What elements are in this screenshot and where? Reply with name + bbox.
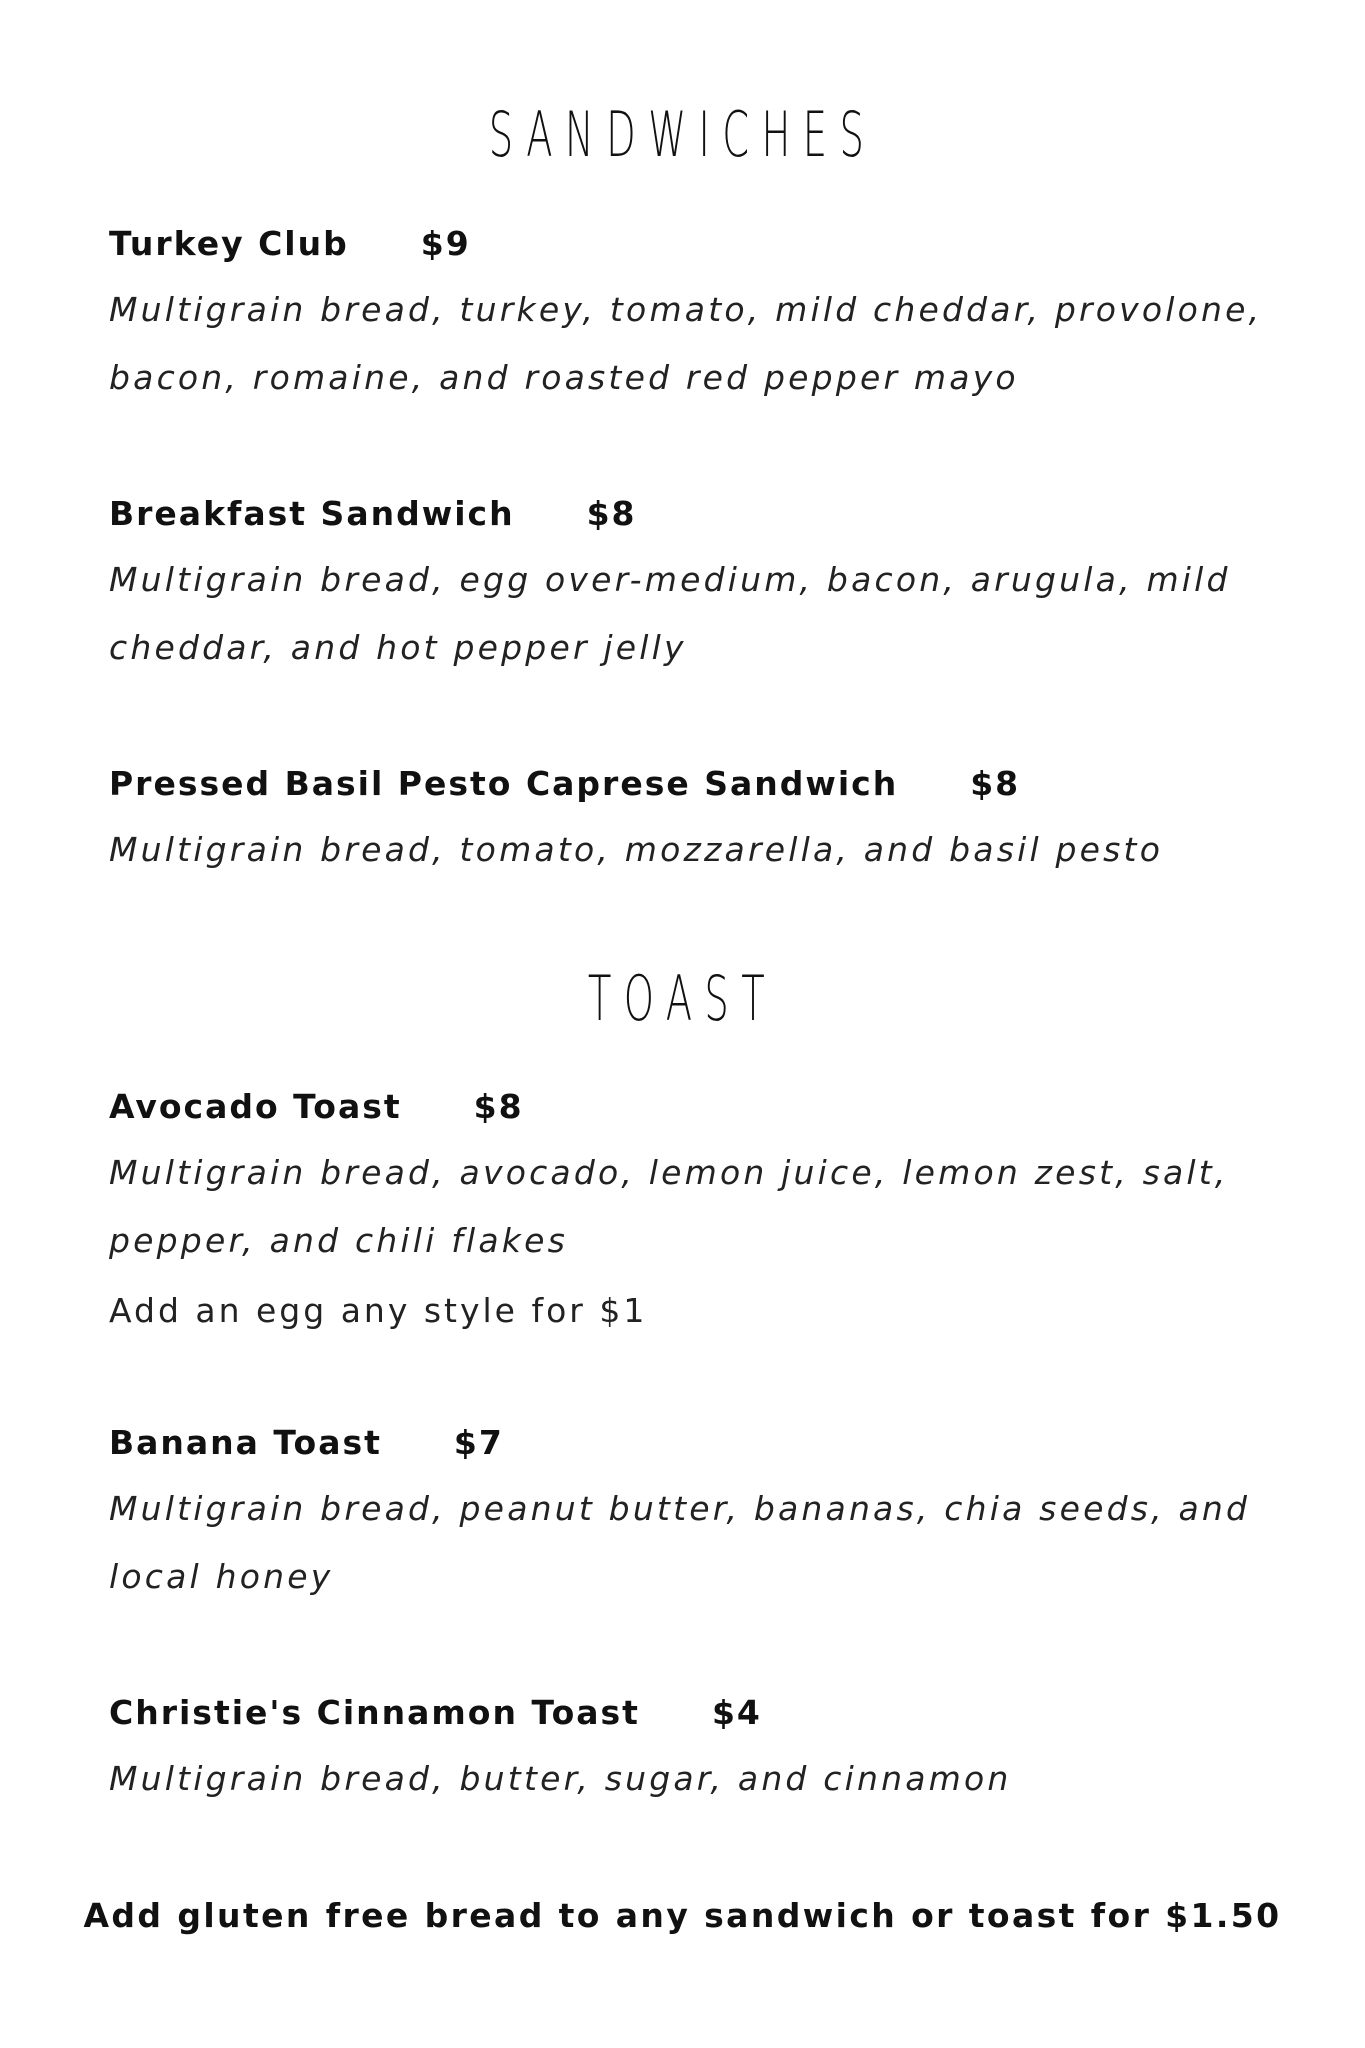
item-description: Multigrain bread, butter, sugar, and cinnamon xyxy=(109,1759,1012,1798)
menu-item-header xyxy=(109,1693,762,1732)
item-description: Multigrain bread, egg over-medium, bacon, arugula, mild cheddar, and hot pepper jelly xyxy=(109,560,1231,667)
item-name: Avocado Toast xyxy=(109,1087,402,1126)
menu-item-header xyxy=(109,1087,524,1126)
item-price: $4 xyxy=(711,1693,762,1732)
item-addon: Add an egg any style for $1 xyxy=(109,1291,648,1330)
item-description: Multigrain bread, tomato, mozzarella, and basil pesto xyxy=(109,830,1164,869)
menu-item-header xyxy=(109,494,637,533)
item-description: Multigrain bread, peanut butter, bananas, chia seeds, and local honey xyxy=(109,1489,1251,1596)
item-name: Turkey Club xyxy=(109,224,349,263)
item-name: Breakfast Sandwich xyxy=(109,494,515,533)
section-title-toast: TOAST xyxy=(587,962,778,1035)
item-price: $8 xyxy=(473,1087,524,1126)
item-description: Multigrain bread, turkey, tomato, mild cheddar, provolone, bacon, romaine, and roasted red pepper mayo xyxy=(109,290,1263,397)
item-name: Pressed Basil Pesto Caprese Sandwich xyxy=(109,764,899,803)
item-name: Banana Toast xyxy=(109,1423,382,1462)
menu-item-header xyxy=(109,764,1021,803)
item-price: $8 xyxy=(586,494,637,533)
item-name: Christie's Cinnamon Toast xyxy=(109,1693,640,1732)
section-title-sandwiches: SANDWICHES xyxy=(488,98,877,171)
item-price: $7 xyxy=(453,1423,504,1462)
item-price: $8 xyxy=(970,764,1021,803)
menu-item-header xyxy=(109,1423,504,1462)
gluten-free-note: Add gluten free bread to any sandwich or toast for $1.50 xyxy=(83,1896,1282,1935)
item-price: $9 xyxy=(420,224,471,263)
menu-item-header xyxy=(109,224,471,263)
item-description: Multigrain bread, avocado, lemon juice, lemon zest, salt, pepper, and chili flakes xyxy=(109,1153,1229,1260)
